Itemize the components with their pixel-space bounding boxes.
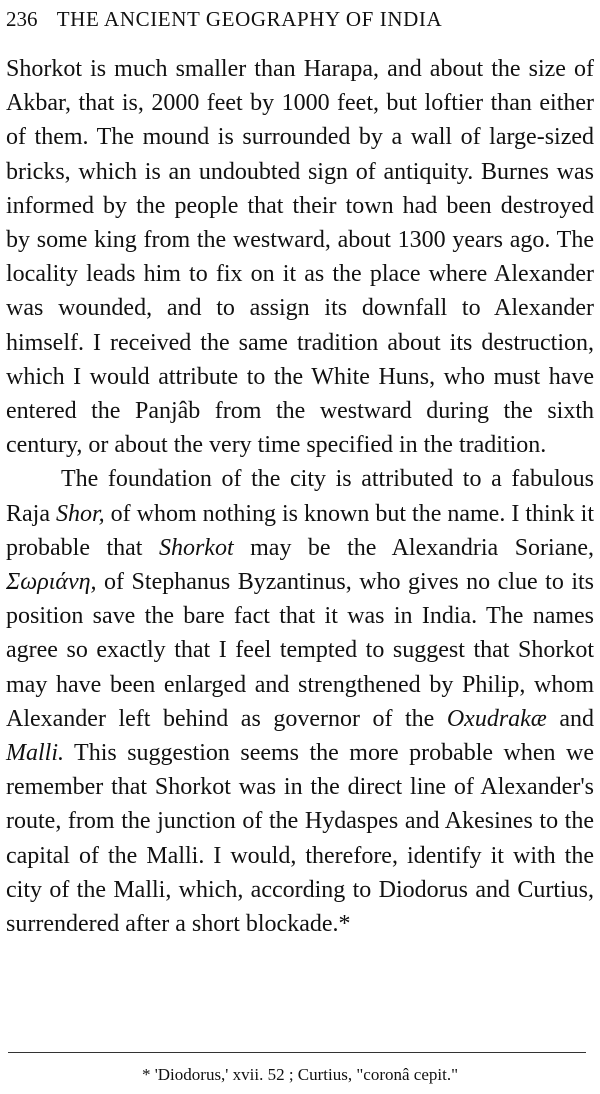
text-run: and <box>546 705 594 732</box>
paragraph <box>6 462 594 941</box>
italic-text: Oxudrakæ <box>446 705 547 732</box>
text-run: The foundation of the city is attributed to a fabulous Raja <box>6 466 594 527</box>
body-text <box>6 52 594 941</box>
footnote-rule <box>8 1052 586 1053</box>
italic-text: Σωριάνη, <box>6 569 97 596</box>
text-run: of whom nothing is known but the name. I think it probable that <box>6 500 594 561</box>
text-run: Shorkot is much smaller than Harapa, and about the size of Akbar, that is, 2000 feet by 1000 feet, but loftier than either of them. The mound is surrounded by a wall of large-sized bricks, which is an undoubted sign of antiquity. Burnes was informed by the people that their town had been destroyed by some king from the westward, about 1300 years ago. The locality leads him to fix on it as the place where Alexander was wounded, and to assign its downfall to Alexander himself. I received the same tradition about its destruction, which I would attribute to the White Huns, who must have entered the Panjâb from the westward during the sixth century, or about the very time specified in the tradition. <box>6 56 594 459</box>
italic-text: Malli. <box>6 740 64 767</box>
text-run: may be the Alexandria Soriane, <box>233 534 595 561</box>
page-number: 236 <box>6 7 38 31</box>
paragraph <box>6 52 594 462</box>
page-header <box>6 4 594 34</box>
running-head: THE ANCIENT GEOGRAPHY OF INDIA <box>56 7 443 31</box>
italic-text: Shorkot <box>158 534 234 561</box>
italic-text: Shor, <box>55 500 105 527</box>
text-run: This suggestion seems the more probable when we remember that Shorkot was in the direct line of Alexander's route, from the junction of the Hydaspes and Akesines to the capital of the Malli. I would, therefore, identify it with the city of the Malli, which, according to Diodorus and Curtius, surrendered after a short blockade.* <box>6 740 594 938</box>
footnote: * 'Diodorus,' xvii. 52 ; Curtius, "coronâ cepit." <box>141 1065 459 1084</box>
text-run: of Stephanus Byzantinus, who gives no clue to its position save the bare fact that it was in India. The names agree so exactly that I feel tempted to suggest that Shorkot may have been enlarged and strengthened by Philip, whom Alexander left behind as governor of the <box>6 569 594 732</box>
